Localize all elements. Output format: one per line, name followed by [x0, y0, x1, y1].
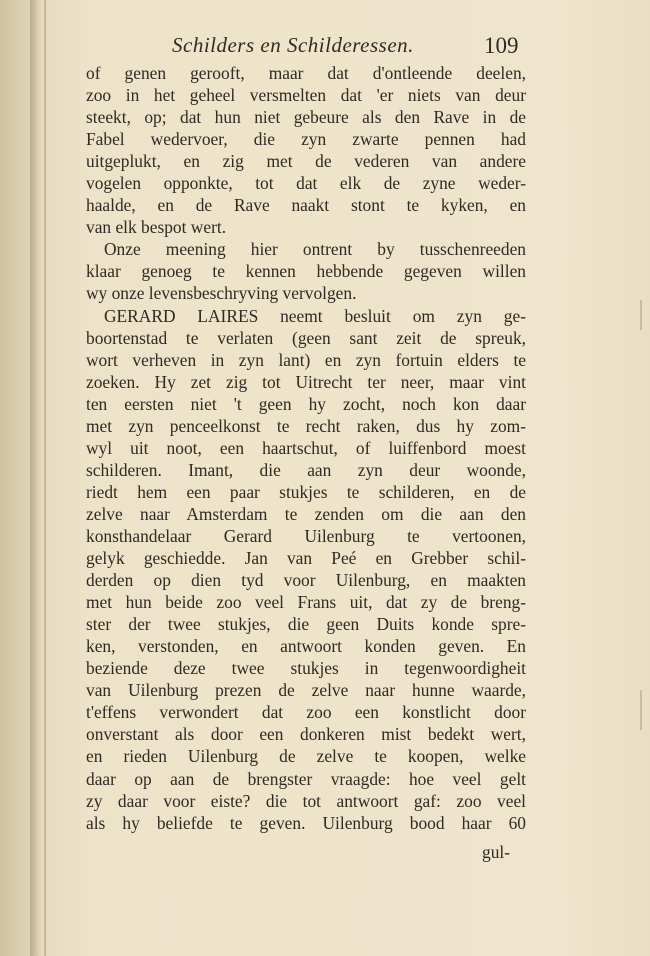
text-line: met hun beide zoo veel Frans uit, dat zy de breng- [86, 592, 526, 613]
text-line: derden op dien tyd voor Uilenburg, en maakten [86, 570, 526, 591]
text-line: wyl uit noot, een haartschut, of luiffenbord moest [86, 437, 526, 458]
text-line: uitgeplukt, en zig met de vederen van andere [86, 151, 526, 172]
text-line: boortenstad te verlaten (geen sant zeit de spreuk, [86, 327, 526, 348]
text-line: gelyk geschiedde. Jan van Peé en Grebber schil- [86, 548, 526, 569]
text-line: konsthandelaar Gerard Uilenburg te vertoonen, [86, 525, 526, 546]
text-line: als hy beliefde te geven. Uilenburg bood haar 60 [86, 812, 526, 833]
text-line: t'effens verwondert dat zoo een konstlicht door [86, 702, 526, 723]
text-line: riedt hem een paar stukjes te schilderen, en de [86, 481, 526, 502]
text-line: zy daar voor eiste? die tot antwoort gaf: zoo veel [86, 790, 526, 811]
text-line: daar op aan de brengster vraagde: hoe veel gelt [86, 768, 526, 789]
text-line: zelve naar Amsterdam te zenden om die aan den [86, 503, 526, 524]
text-line: en rieden Uilenburg de zelve te koopen, welke [86, 746, 526, 767]
text-line: zoeken. Hy zet zig tot Uitrecht ter neer, maar vint [86, 371, 526, 392]
margin-mark [640, 690, 642, 730]
text-line: ken, verstonden, en antwoort konden geven. En [86, 636, 526, 657]
text-line: van Uilenburg prezen de zelve naar hunne waarde, [86, 680, 526, 701]
text-line: zoo in het geheel versmelten dat 'er niets van deur [86, 85, 526, 106]
margin-mark [640, 300, 642, 330]
text-line: haalde, en de Rave naakt stont te kyken, en [86, 195, 526, 216]
text-line: steekt, op; dat hun niet gebeure als den Rave in de [86, 107, 526, 128]
text-line: Onze meening hier ontrent by tusschenreeden [104, 239, 526, 260]
text-line: onverstant als door een donkeren mist bedekt wert, [86, 724, 526, 745]
book-spine-shadow [30, 0, 42, 956]
text-line: wort verheven in zyn lant) en zyn fortuin elders te [86, 349, 526, 370]
text-line: of genen gerooft, maar dat d'ontleende deelen, [86, 63, 526, 83]
text-line: vogelen opponkte, tot dat elk de zyne weder- [86, 173, 526, 194]
text-line: met zyn penceelkonst te recht raken, dus hy zom- [86, 415, 526, 436]
page-number: 109 [484, 33, 519, 58]
text-line: Fabel wedervoer, die zyn zwarte pennen had [86, 129, 526, 150]
text-block [86, 62, 526, 834]
text-line: wy onze levensbeschryving vervolgen. [86, 283, 357, 304]
running-title: Schilders en Schilderessen. [172, 33, 414, 57]
text-line: ten eersten niet 't geen hy zocht, noch kon daar [86, 393, 526, 414]
text-line: GERARD LAIRES neemt besluit om zyn ge- [104, 305, 526, 326]
gutter-line [44, 0, 46, 956]
text-line: klaar genoeg te kennen hebbende gegeven willen [86, 261, 526, 282]
text-line: van elk bespot wert. [86, 217, 227, 238]
catchword: gul- [482, 842, 511, 862]
page-header [0, 33, 650, 63]
text-line: schilderen. Imant, die aan zyn deur woonde, [86, 459, 526, 480]
text-line: ster der twee stukjes, die geen Duits konde spre- [86, 614, 526, 635]
text-line: beziende deze twee stukjes in tegenwoordigheit [86, 658, 526, 679]
